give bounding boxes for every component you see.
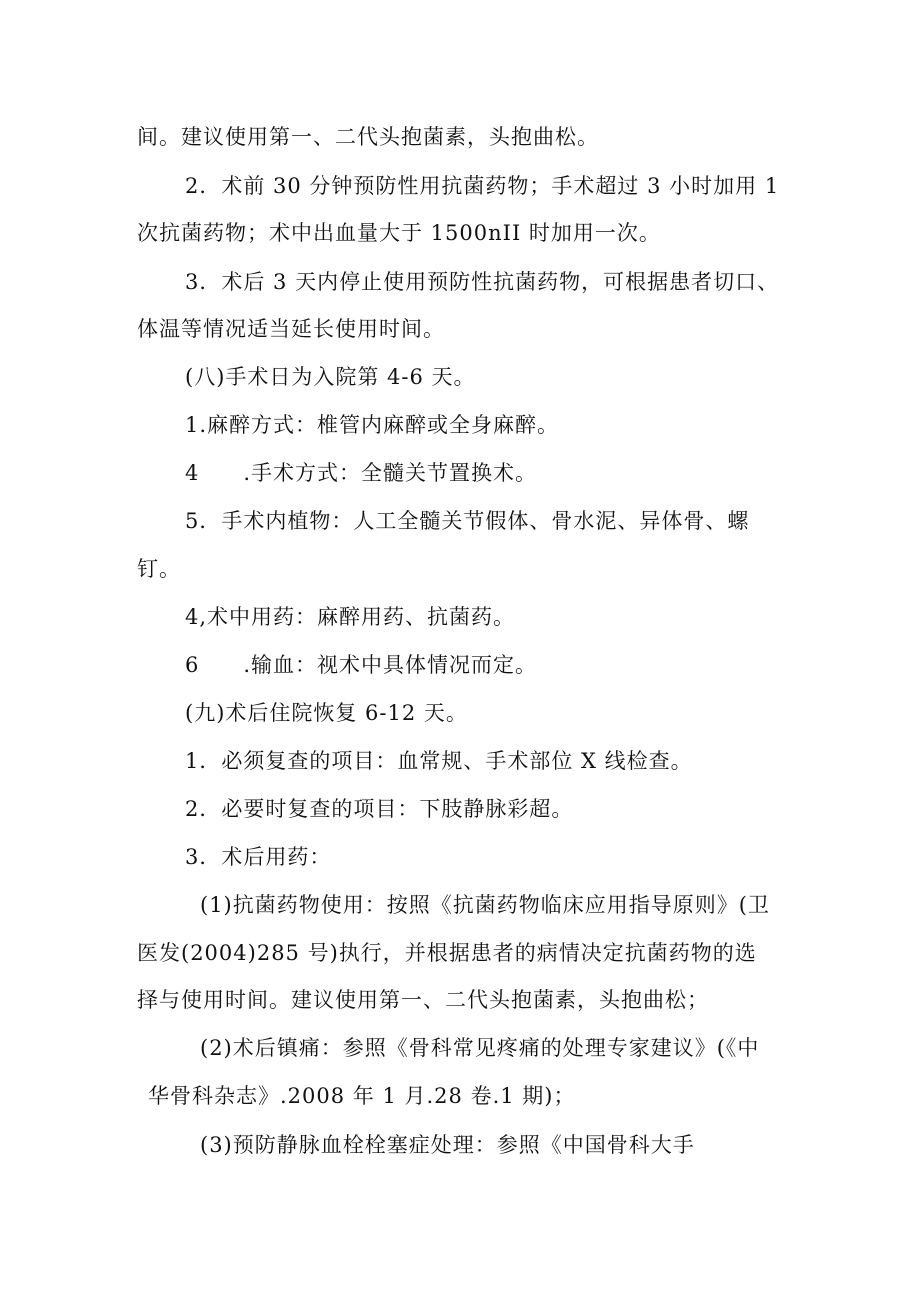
text-line: 2．必要时复查的项目：下肢静脉彩超。: [185, 797, 574, 821]
text-line: 体温等情况适当延长使用时间。: [137, 317, 445, 341]
text-line: (3)预防静脉血栓栓塞症处理：参照《中国骨科大手: [200, 1133, 695, 1157]
text-line: 3．术后用药：: [185, 845, 332, 869]
text-line: (2)术后镇痛：参照《骨科常见疼痛的处理专家建议》(《中: [200, 1036, 760, 1060]
text-line: 4,术中用药：麻醉用药、抗菌药。: [185, 605, 516, 629]
text-line: 钉。: [137, 557, 181, 581]
text-line: 1.麻醉方式：椎管内麻醉或全身麻醉。: [185, 413, 560, 437]
text-line: 1．必须复查的项目：血常规、手术部位 X 线检查。: [185, 749, 693, 773]
text-line: 6 .输血：视术中具体情况而定。: [185, 653, 538, 677]
text-line: 5．手术内植物：人工全髓关节假体、骨水泥、异体骨、螺: [185, 509, 750, 533]
text-line: 择与使用时间。建议使用第一、二代头抱菌素，头抱曲松；: [137, 988, 709, 1012]
text-line: 4 .手术方式：全髓关节置换术。: [185, 461, 538, 485]
text-line: 医发(2004)285 号)执行，并根据患者的病情决定抗菌药物的选: [137, 941, 757, 965]
text-line: 2．术前 30 分钟预防性用抗菌药物；手术超过 3 小时加用 1: [185, 174, 780, 198]
text-line: 华骨科杂志》.2008 年 1 月.28 卷.1 期)；: [148, 1084, 576, 1108]
text-line: 3．术后 3 天内停止使用预防性抗菌药物，可根据患者切口、: [185, 270, 780, 294]
text-line: 间。建议使用第一、二代头抱菌素，头抱曲松。: [137, 125, 599, 149]
text-line: 次抗菌药物；术中出血量大于 1500nII 时加用一次。: [137, 221, 661, 245]
text-line: (1)抗菌药物使用：按照《抗菌药物临床应用指导原则》(卫: [200, 893, 770, 917]
section-heading: (九)术后住院恢复 6-12 天。: [185, 701, 468, 725]
section-heading: (八)手术日为入院第 4-6 天。: [185, 365, 476, 389]
